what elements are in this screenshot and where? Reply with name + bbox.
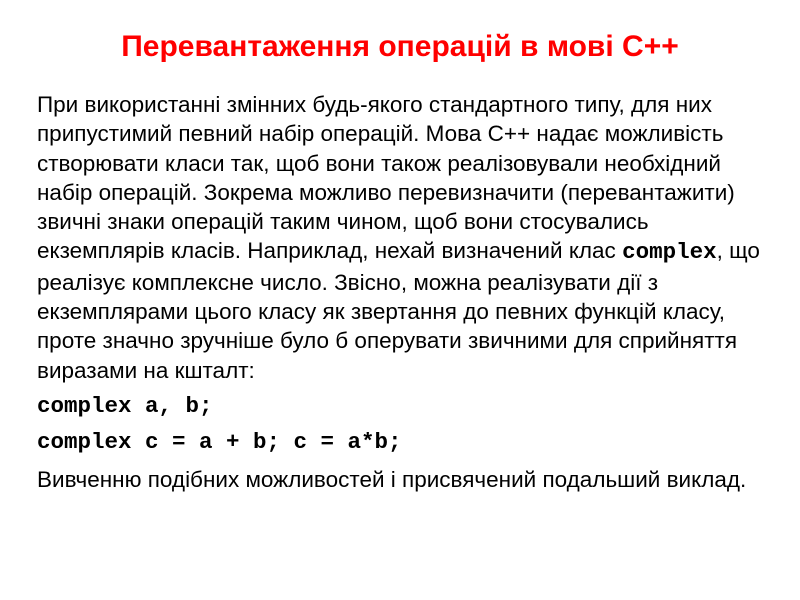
- intro-paragraph: [37, 90, 772, 385]
- slide-title: Перевантаження операцій в мові C++: [121, 30, 679, 63]
- intro-text-part2: , що реалізує комплексне число. Звісно, можна реалізувати дії з екземплярами цього класу як звертання до певних функцій класу, проте значно зручніше було б оперувати звичними для сприйняття виразами на кшталт:: [37, 238, 760, 383]
- inline-code-class-name: complex: [622, 239, 717, 266]
- intro-text-part1: При використанні змінних будь-якого стандартного типу, для них припустимий певний набір операцій. Мова C++ надає можливість створювати класи так, щоб вони також реалізовували необхідний набір операцій. Зокрема можливо перевизначити (перевантажити) звичні знаки операцій таким чином, щоб вони стосувались екземплярів класів. Наприклад, нехай визначений клас: [37, 92, 735, 264]
- slide-body: [37, 90, 772, 494]
- code-line-1: complex a, b;: [37, 392, 213, 419]
- closing-paragraph: Вивченню подібних можливостей і присвячений подальший виклад.: [37, 466, 747, 492]
- code-line-2: complex c = a + b; c = a*b;: [37, 429, 402, 456]
